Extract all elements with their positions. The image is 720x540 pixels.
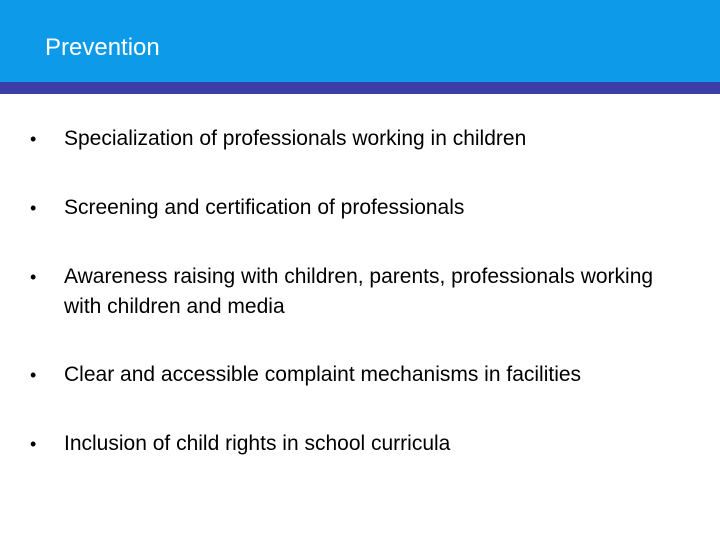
bullet-item [30,360,695,390]
bullet-text: Awareness raising with children, parents, professionals working with children and media [64,265,654,318]
bullet-text: Specialization of professionals working in children [64,127,527,150]
bullet-point-icon: • [30,267,37,287]
bullet-point-icon: • [30,198,37,218]
bullet-point-icon: • [30,365,37,385]
bullet-text: Inclusion of child rights in school curricula [64,432,451,455]
bullet-point-icon: • [30,434,37,454]
bullet-item [30,262,695,322]
bullet-text: Clear and accessible complaint mechanisms in facilities [64,363,582,386]
bullet-point-icon: • [30,129,37,149]
bullet-item [30,193,695,223]
bullet-text: Screening and certification of professionals [64,196,465,219]
slide-title: Prevention [45,34,160,61]
bullet-item [30,124,695,154]
bullet-item [30,429,695,459]
